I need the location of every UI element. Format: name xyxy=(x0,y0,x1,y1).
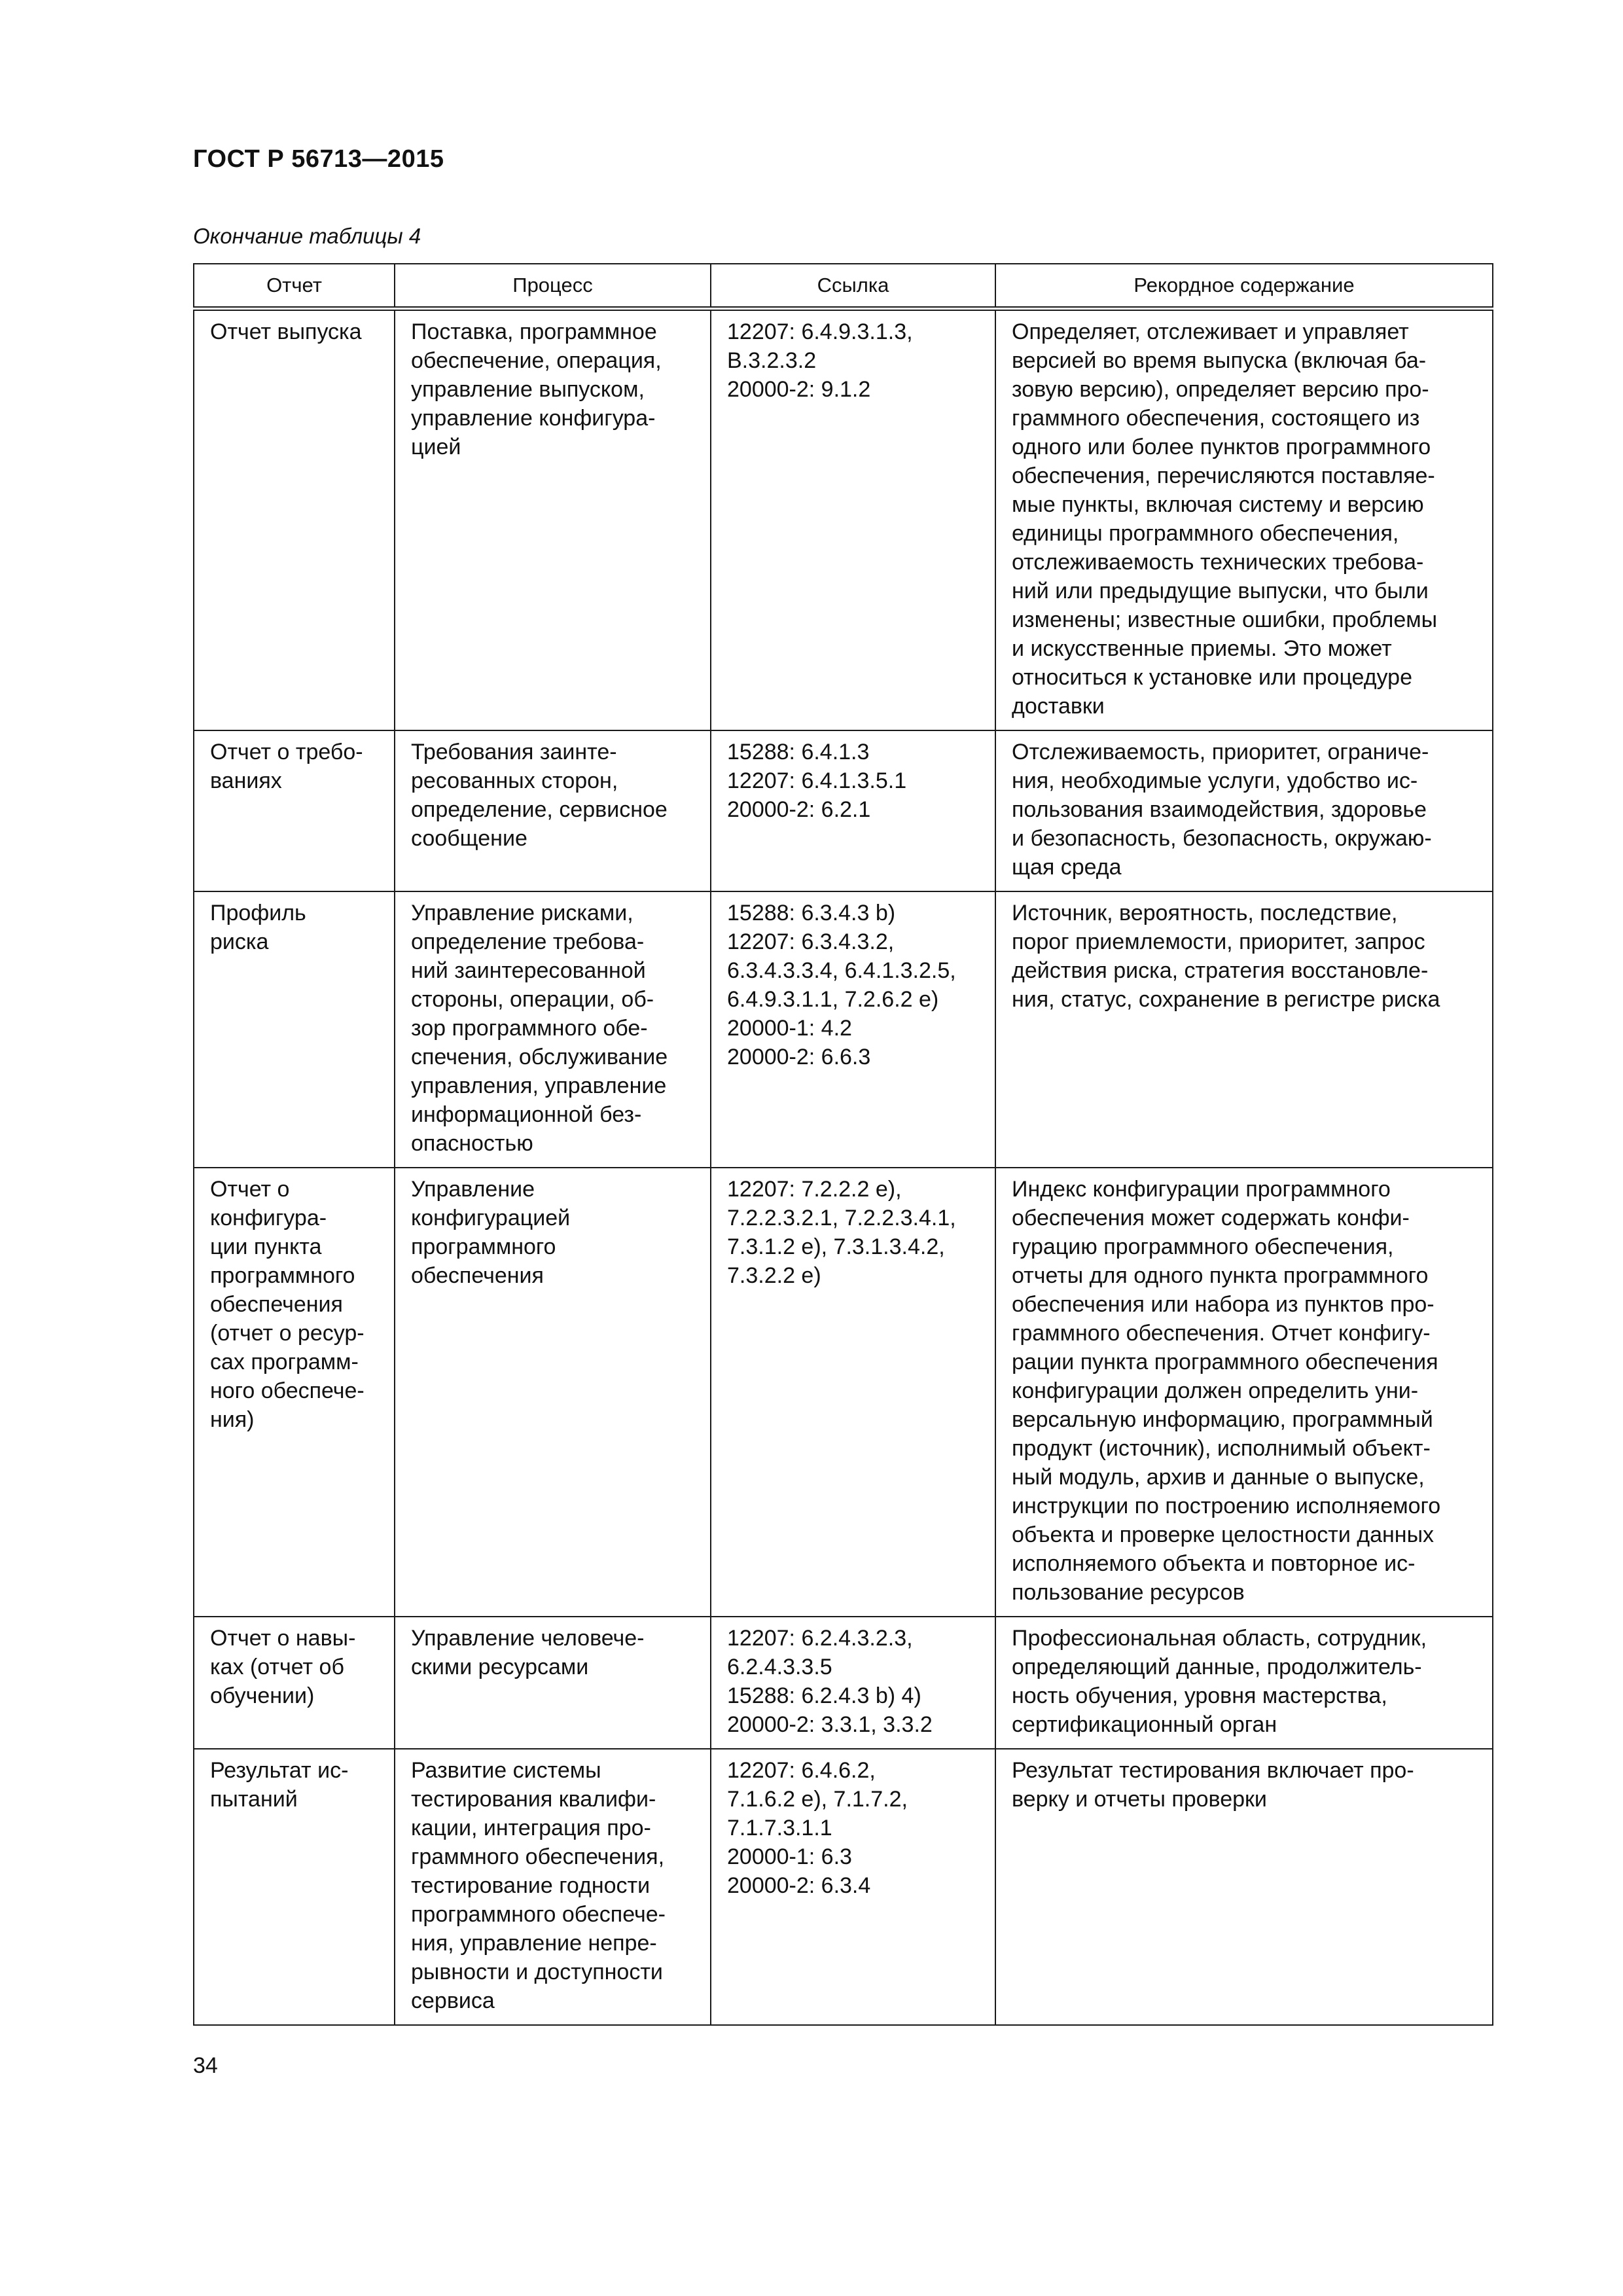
cell-text-line: конфигурации должен определить уни- xyxy=(1012,1378,1419,1403)
cell-text-line: ния, управление непре- xyxy=(411,1931,657,1956)
cell-text-line: версией во время выпуска (включая ба- xyxy=(1012,348,1427,373)
cell-text-line: опасностью xyxy=(411,1131,533,1156)
cell-report xyxy=(194,1749,395,2025)
cell-text-line: скими ресурсами xyxy=(411,1655,589,1679)
cell-text-line: обеспечения может содержать конфи- xyxy=(1012,1206,1410,1230)
cell-text-line: обеспечения xyxy=(210,1292,343,1317)
cell-text-line: отчеты для одного пункта программного xyxy=(1012,1263,1429,1288)
cell-text-line: сертификационный орган xyxy=(1012,1712,1277,1737)
cell-text-line: 20000-2: 3.3.1, 3.3.2 xyxy=(727,1712,933,1737)
cell-report xyxy=(194,1617,395,1749)
cell-text-line: ния, необходимые услуги, удобство ис- xyxy=(1012,768,1418,793)
cell-text-line: и искусственные приемы. Это может xyxy=(1012,636,1392,661)
cell-text-line: Управление рисками, xyxy=(411,901,633,925)
cell-reference xyxy=(711,1617,995,1749)
cell-text-line: 7.1.6.2 e), 7.1.7.2, xyxy=(727,1787,908,1812)
cell-text-line: 6.2.4.3.3.5 xyxy=(727,1655,832,1679)
cell-text-line: тестирование годности xyxy=(411,1873,651,1898)
column-header-reference: Ссылка xyxy=(711,264,995,309)
cell-text-line: ний заинтересованной xyxy=(411,958,646,983)
cell-text-line: 15288: 6.3.4.3 b) xyxy=(727,901,896,925)
cell-text-line: 20000-2: 6.2.1 xyxy=(727,797,871,822)
cell-text-line: обеспечения, перечисляются поставляе- xyxy=(1012,463,1435,488)
cell-process xyxy=(395,1168,711,1617)
cell-text-line: пытаний xyxy=(210,1787,298,1812)
cell-text-line: 12207: 6.2.4.3.2.3, xyxy=(727,1626,913,1651)
cell-text-line: Отчет о xyxy=(210,1177,290,1202)
cell-text-line: 20000-2: 6.6.3 xyxy=(727,1045,871,1069)
cell-text-line: Отчет о требо- xyxy=(210,740,363,764)
cell-text-line: 12207: 6.4.9.3.1.3, xyxy=(727,319,913,344)
cell-text-line: относиться к установке или процедуре xyxy=(1012,665,1412,690)
cell-text-line: 6.4.9.3.1.1, 7.2.6.2 e) xyxy=(727,987,939,1012)
cell-text-line: 12207: 7.2.2.2 e), xyxy=(727,1177,902,1202)
cell-reference xyxy=(711,730,995,891)
cell-text-line: Требования заинте- xyxy=(411,740,617,764)
cell-text-line: зовую версию), определяет версию про- xyxy=(1012,377,1429,402)
cell-report xyxy=(194,309,395,731)
cell-text-line: 20000-1: 6.3 xyxy=(727,1844,852,1869)
cell-content xyxy=(995,1617,1493,1749)
cell-text-line: ресованных сторон, xyxy=(411,768,618,793)
cell-text-line: программного xyxy=(210,1263,355,1288)
cell-text-line: управление конфигура- xyxy=(411,406,656,431)
cell-text-line: 15288: 6.4.1.3 xyxy=(727,740,870,764)
cell-reference xyxy=(711,309,995,731)
cell-text-line: 12207: 6.4.6.2, xyxy=(727,1758,876,1783)
cell-text-line: 12207: 6.4.1.3.5.1 xyxy=(727,768,907,793)
cell-text-line: 20000-1: 4.2 xyxy=(727,1016,852,1041)
cell-text-line: Управление человече- xyxy=(411,1626,645,1651)
table-row xyxy=(194,1617,1493,1749)
cell-text-line: определяющий данные, продолжитель- xyxy=(1012,1655,1422,1679)
page-number: 34 xyxy=(193,2053,218,2078)
cell-text-line: действия риска, стратегия восстановле- xyxy=(1012,958,1429,983)
table-header-row xyxy=(194,264,1493,309)
cell-text-line: Развитие системы xyxy=(411,1758,601,1783)
cell-text-line: программного обеспече- xyxy=(411,1902,666,1927)
cell-reference xyxy=(711,1168,995,1617)
cell-content xyxy=(995,730,1493,891)
cell-text-line: рывности и доступности xyxy=(411,1960,663,1984)
cell-text-line: 15288: 6.2.4.3 b) 4) xyxy=(727,1683,921,1708)
cell-text-line: обучении) xyxy=(210,1683,315,1708)
cell-text-line: цией xyxy=(411,435,461,459)
cell-text-line: управления, управление xyxy=(411,1073,667,1098)
cell-report xyxy=(194,1168,395,1617)
table-row xyxy=(194,730,1493,891)
cell-text-line: Управление xyxy=(411,1177,535,1202)
cell-text-line: 7.3.2.2 e) xyxy=(727,1263,821,1288)
cell-text-line: пользование ресурсов xyxy=(1012,1580,1245,1605)
cell-text-line: 7.1.7.3.1.1 xyxy=(727,1816,832,1840)
cell-text-line: стороны, операции, об- xyxy=(411,987,654,1012)
cell-text-line: 6.3.4.3.3.4, 6.4.1.3.2.5, xyxy=(727,958,956,983)
cell-text-line: и безопасность, безопасность, окружаю- xyxy=(1012,826,1432,851)
cell-text-line: исполняемого объекта и повторное ис- xyxy=(1012,1551,1416,1576)
cell-text-line: Источник, вероятность, последствие, xyxy=(1012,901,1398,925)
cell-text-line: сах программ- xyxy=(210,1350,359,1374)
cell-content xyxy=(995,1168,1493,1617)
cell-text-line: рации пункта программного обеспечения xyxy=(1012,1350,1438,1374)
cell-content xyxy=(995,891,1493,1168)
cell-text-line: ваниях xyxy=(210,768,282,793)
cell-text-line: ность обучения, уровня мастерства, xyxy=(1012,1683,1387,1708)
cell-text-line: ный модуль, архив и данные о выпуске, xyxy=(1012,1465,1425,1490)
cell-text-line: сервиса xyxy=(411,1988,495,2013)
cell-process xyxy=(395,1749,711,2025)
column-header-report: Отчет xyxy=(194,264,395,309)
cell-content xyxy=(995,1749,1493,2025)
cell-reference xyxy=(711,1749,995,2025)
cell-text-line: кации, интеграция про- xyxy=(411,1816,651,1840)
cell-text-line: продукт (источник), исполнимый объект- xyxy=(1012,1436,1431,1461)
cell-text-line: Определяет, отслеживает и управляет xyxy=(1012,319,1409,344)
cell-text-line: конфигура- xyxy=(210,1206,327,1230)
cell-text-line: Отслеживаемость, приоритет, ограниче- xyxy=(1012,740,1429,764)
cell-text-line: щая среда xyxy=(1012,855,1122,880)
table-row xyxy=(194,891,1493,1168)
cell-text-line: верку и отчеты проверки xyxy=(1012,1787,1267,1812)
cell-text-line: версальную информацию, программный xyxy=(1012,1407,1433,1432)
cell-text-line: изменены; известные ошибки, проблемы xyxy=(1012,607,1438,632)
cell-text-line: Поставка, программное xyxy=(411,319,657,344)
cell-text-line: пользования взаимодействия, здоровье xyxy=(1012,797,1427,822)
cell-text-line: (отчет о ресур- xyxy=(210,1321,365,1346)
cell-text-line: граммного обеспечения, состоящего из xyxy=(1012,406,1420,431)
cell-text-line: зор программного обе- xyxy=(411,1016,648,1041)
table-row xyxy=(194,1168,1493,1617)
cell-text-line: спечения, обслуживание xyxy=(411,1045,668,1069)
cell-text-line: ках (отчет об xyxy=(210,1655,344,1679)
cell-text-line: ния) xyxy=(210,1407,255,1432)
cell-text-line: ний или предыдущие выпуски, что были xyxy=(1012,579,1429,603)
table-body xyxy=(194,309,1493,2026)
cell-text-line: единицы программного обеспечения, xyxy=(1012,521,1399,546)
cell-text-line: 7.3.1.2 e), 7.3.1.3.4.2, xyxy=(727,1234,945,1259)
cell-text-line: обеспечения xyxy=(411,1263,544,1288)
cell-text-line: тестирования квалифи- xyxy=(411,1787,656,1812)
cell-process xyxy=(395,891,711,1168)
cell-text-line: В.3.2.3.2 xyxy=(727,348,817,373)
cell-text-line: обеспечения или набора из пунктов про- xyxy=(1012,1292,1435,1317)
cell-text-line: объекта и проверке целостности данных xyxy=(1012,1522,1435,1547)
cell-text-line: определение, сервисное xyxy=(411,797,668,822)
cell-text-line: ции пункта xyxy=(210,1234,322,1259)
cell-text-line: порог приемлемости, приоритет, запрос xyxy=(1012,929,1425,954)
cell-reference xyxy=(711,891,995,1168)
cell-text-line: Результат ис- xyxy=(210,1758,349,1783)
cell-process xyxy=(395,730,711,891)
column-header-content: Рекордное содержание xyxy=(995,264,1493,309)
cell-text-line: Индекс конфигурации программного xyxy=(1012,1177,1391,1202)
column-header-process: Процесс xyxy=(395,264,711,309)
cell-text-line: ния, статус, сохранение в регистре риска xyxy=(1012,987,1440,1012)
cell-text-line: 20000-2: 6.3.4 xyxy=(727,1873,871,1898)
cell-text-line: Профессиональная область, сотрудник, xyxy=(1012,1626,1427,1651)
cell-text-line: Отчет выпуска xyxy=(210,319,362,344)
cell-text-line: инструкции по построению исполняемого xyxy=(1012,1494,1441,1518)
cell-text-line: Результат тестирования включает про- xyxy=(1012,1758,1414,1783)
cell-text-line: Профиль xyxy=(210,901,306,925)
cell-process xyxy=(395,1617,711,1749)
cell-text-line: 20000-2: 9.1.2 xyxy=(727,377,871,402)
cell-text-line: определение требова- xyxy=(411,929,645,954)
cell-text-line: граммного обеспечения. Отчет конфигу- xyxy=(1012,1321,1431,1346)
cell-text-line: одного или более пунктов программного xyxy=(1012,435,1431,459)
cell-text-line: отслеживаемость технических требова- xyxy=(1012,550,1424,575)
cell-text-line: 12207: 6.3.4.3.2, xyxy=(727,929,895,954)
cell-text-line: 7.2.2.3.2.1, 7.2.2.3.4.1, xyxy=(727,1206,956,1230)
cell-text-line: Отчет о навы- xyxy=(210,1626,356,1651)
cell-text-line: мые пункты, включая систему и версию xyxy=(1012,492,1424,517)
cell-text-line: риска xyxy=(210,929,269,954)
cell-text-line: конфигурацией xyxy=(411,1206,571,1230)
cell-text-line: граммного обеспечения, xyxy=(411,1844,665,1869)
cell-text-line: гурацию программного обеспечения, xyxy=(1012,1234,1394,1259)
cell-text-line: обеспечение, операция, xyxy=(411,348,662,373)
cell-report xyxy=(194,730,395,891)
cell-content xyxy=(995,309,1493,731)
cell-process xyxy=(395,309,711,731)
cell-text-line: доставки xyxy=(1012,694,1105,719)
cell-text-line: управление выпуском, xyxy=(411,377,645,402)
cell-text-line: информационной без- xyxy=(411,1102,642,1127)
cell-text-line: ного обеспече- xyxy=(210,1378,365,1403)
table-caption: Окончание таблицы 4 xyxy=(193,224,421,248)
table-row xyxy=(194,1749,1493,2025)
records-table xyxy=(193,263,1493,2026)
document-header: ГОСТ Р 56713—2015 xyxy=(193,145,444,173)
cell-report xyxy=(194,891,395,1168)
cell-text-line: сообщение xyxy=(411,826,527,851)
table-row xyxy=(194,309,1493,731)
cell-text-line: программного xyxy=(411,1234,556,1259)
